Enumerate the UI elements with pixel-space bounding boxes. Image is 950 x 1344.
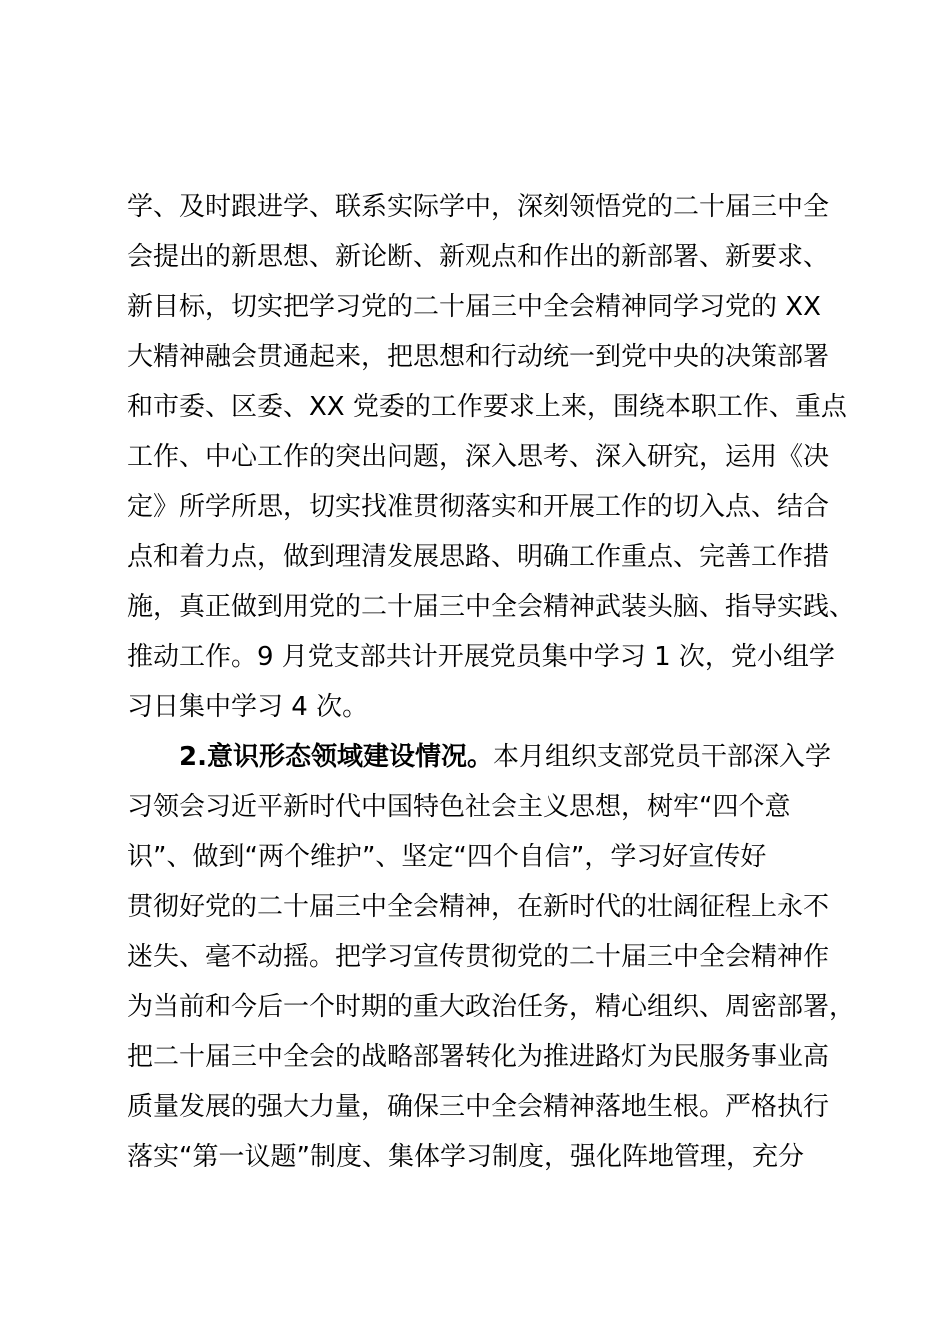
text-line: 和市委、区委、XX 党委的工作要求上来，围绕本职工作、重点: [127, 392, 847, 422]
text-line: 学、及时跟进学、联系实际学中，深刻领悟党的二十届三中全: [127, 192, 830, 222]
text-line: 推动工作。9 月党支部共计开展党员集中学习 1 次，党小组学: [127, 642, 835, 672]
paragraph-2: [127, 732, 856, 1182]
text-line: 迷失、毫不动摇。把学习宣传贯彻党的二十届三中全会精神作: [127, 942, 830, 972]
section-heading: 2.意识形态领域建设情况。: [179, 742, 493, 772]
text-line: 为当前和今后一个时期的重大政治任务，精心组织、周密部署，: [127, 992, 856, 1022]
paragraph-1: [127, 182, 856, 732]
text-line: 质量发展的强大力量，确保三中全会精神落地生根。严格执行: [127, 1092, 830, 1122]
text-line: 工作、中心工作的突出问题，深入思考、深入研究，运用《决: [127, 442, 830, 472]
text-line: 把二十届三中全会的战略部署转化为推进路灯为民服务事业高: [127, 1042, 830, 1072]
text-line: 识”、做到“两个维护”、坚定“四个自信”，学习好宣传好: [127, 842, 767, 872]
text-line: 大精神融会贯通起来，把思想和行动统一到党中央的决策部署: [127, 342, 830, 372]
text-line: 点和着力点，做到理清发展思路、明确工作重点、完善工作措: [127, 542, 830, 572]
text-line: 新目标，切实把学习党的二十届三中全会精神同学习党的 XX: [127, 292, 821, 322]
text-line: 会提出的新思想、新论断、新观点和作出的新部署、新要求、: [127, 242, 830, 272]
text-line: 落实“第一议题”制度、集体学习制度，强化阵地管理，充分: [127, 1142, 804, 1172]
text-line: 习领会习近平新时代中国特色社会主义思想，树牢“四个意: [127, 792, 791, 822]
paragraph-2-first-line: [127, 732, 837, 782]
text-line: 贯彻好党的二十届三中全会精神，在新时代的壮阔征程上永不: [127, 892, 830, 922]
document-body: [127, 182, 856, 1182]
text-line: 定》所学所思，切实找准贯彻落实和开展工作的切入点、结合: [127, 492, 830, 522]
text-line: 习日集中学习 4 次。: [127, 692, 369, 722]
heading-followup-text: 本月组织支部党员干部深入学: [492, 742, 831, 772]
text-line: 施，真正做到用党的二十届三中全会精神武装头脑、指导实践、: [127, 592, 856, 622]
